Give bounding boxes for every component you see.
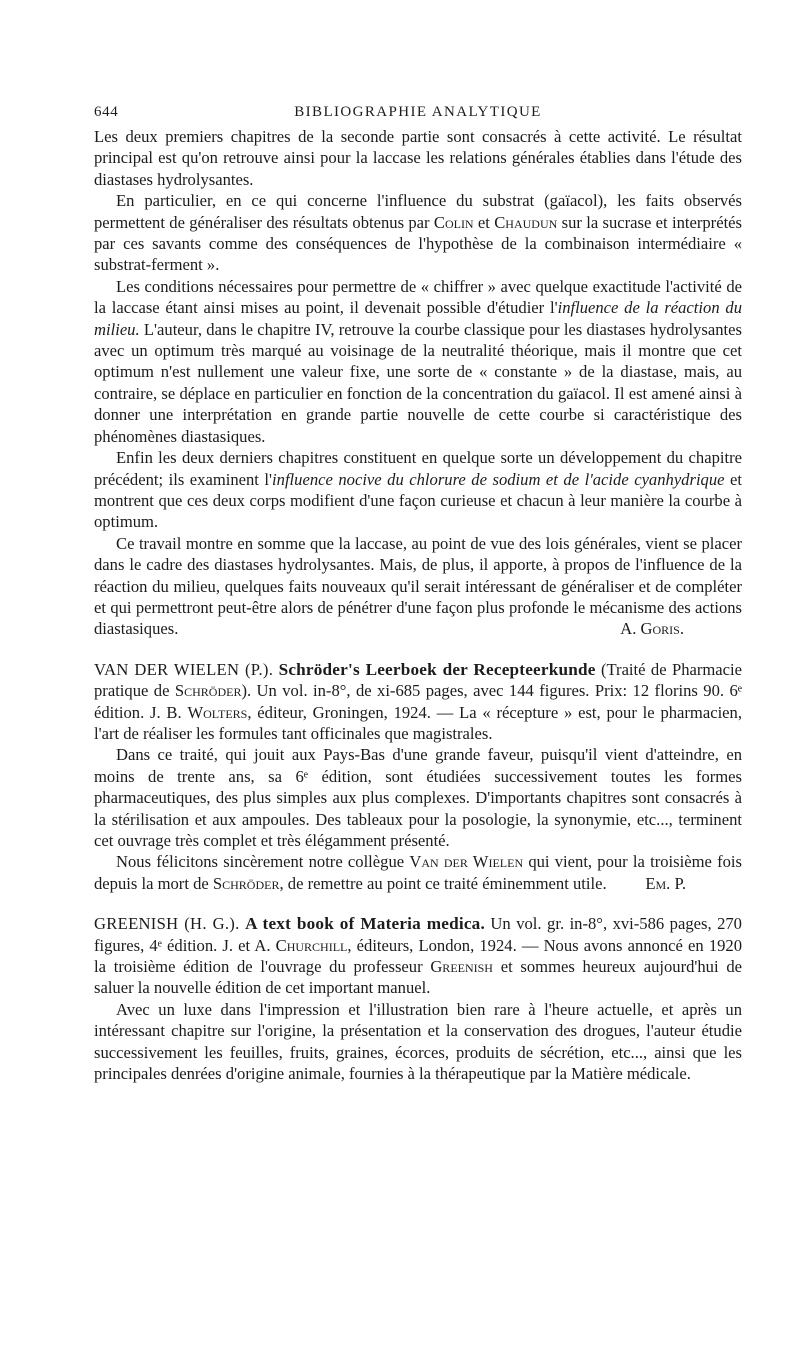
emphasis: influence nocive du chlorure de sodium et de l'acide cyanhydrique (272, 469, 725, 489)
page-number: 644 (94, 104, 119, 120)
bibliographic-entry: VAN DER WIELEN (P.). Schröder's Leerboek der Recepteerkunde (Traité de Pharmacie pratique de Schröder). Un vol. in-8°, de xi-685 pages, avec 144 figures. Prix: 12 florins 90. 6ᵉ édition. J. B. Wolters, éditeur, Groningen, 1924. — La « récepture » est, pour le pharmacien, l'art de réaliser les formules tant officinales que magistrales. (94, 659, 743, 743)
emphasis: influence de la réaction du milieu. (94, 298, 742, 339)
paragraph: Ce travail montre en somme que la laccase, au point de vue des lois générales, vient se placer dans le cadre des diastases hydrolysantes. Mais, de plus, il apporte, à propos de l'influence de la réaction du milieu, quelques faits nouveaux qu'il serait intéressant de généraliser et de compléter et qui permettront peut-être alors de pénétrer d'une façon plus profonde le mécanisme des actions diastasiques. A. Goris. (94, 533, 742, 639)
paragraph: Les conditions nécessaires pour permettre de « chiffrer » avec quelque exactitude l'activité de la laccase étant ainsi mises au point, il devenait possible d'étudier l'influence de la réaction du milieu. L'auteur, dans le chapitre IV, retrouve la courbe classique pour les diastases hydrolysantes avec un optimum très marqué au voisinage de la neutralité théorique, mais il montre que cet optimum n'est nullement une valeur fixe, une sorte de « constante » de la diastase, mais, au contraire, se déplace en particulier en fonction de la concentration du gaïacol. Il est amené ainsi à donner une interprétation en grande partie nouvelle de cette courbe si caractéristique des phénomènes diastasiques. (94, 276, 742, 446)
book-author: GREENISH (H. G.). (94, 914, 240, 934)
review-goris (94, 126, 742, 640)
review-greenish (94, 913, 742, 1084)
bibliographic-entry: GREENISH (H. G.). A text book of Materia medica. Un vol. gr. in-8°, xvi-586 pages, 270 figures, 4ᵉ édition. J. et A. Churchill, éditeurs, London, 1924. — Nous avons annoncé en 1920 la troisième édition de l'ouvrage du professeur Greenish et sommes heureux aujourd'hui de saluer la nouvelle édition de cet important manuel. (94, 914, 743, 998)
page (94, 104, 742, 1084)
paragraph: En particulier, en ce qui concerne l'influence du substrat (gaïacol), les faits observés permettent de généraliser des résultats obtenus par Colin et Chaudun sur la sucrase et interprétés par ces savants comme des conséquences de l'hypothèse de la combinaison intermédiaire « substrat-ferment ». (94, 191, 743, 275)
book-title: A text book of Materia medica. (245, 914, 485, 934)
running-title: BIBLIOGRAPHIE ANALYTIQUE (294, 104, 542, 120)
author-name: Colin (433, 212, 474, 232)
paragraph: Dans ce traité, qui jouit aux Pays-Bas d'une grande faveur, puisqu'il vient d'atteindre, en moins de trente ans, sa 6ᵉ édition, sont étudiées successivement toutes les formes pharmaceutiques, des plus simples aux plus complexes. D'importants chapitres sont consacrés à la stérilisation et aux ampoules. Des tableaux pour la posologie, la synonymie, etc..., terminent cet ouvrage très complet et très élégamment présenté. (94, 745, 742, 850)
review-van-der-wielen (94, 659, 742, 894)
paragraph: Enfin les deux derniers chapitres constituent en quelque sorte un développement du chapitre précédent; ils examinent l'influence nocive du chlorure de sodium et de l'acide cyanhydrique et montrent que ces deux corps modifient d'une façon curieuse et chacun à leur manière la courbe à optimum. (94, 448, 743, 532)
reviewer-signature: A. Goris. (620, 619, 684, 639)
running-header (94, 104, 742, 126)
book-title: Schröder's Leerboek der Recepteerkunde (278, 659, 596, 679)
reviewer-signature: Em. P. (645, 873, 686, 893)
book-author: VAN DER WIELEN (P.). (94, 659, 274, 679)
paragraph: Les deux premiers chapitres de la seconde partie sont consacrés à cette activité. Le résultat principal est qu'on retrouve ainsi pour la laccase les relations générales établies dans l'étude des diastases hydrolysantes. (94, 127, 742, 189)
paragraph: Avec un luxe dans l'impression et l'illustration bien rare à l'heure actuelle, et après un intéressant chapitre sur l'origine, la présentation et la conservation des drogues, l'auteur étudie successivement les feuilles, fruits, graines, écorces, produits de sécrétion, etc..., ainsi que les principales denrées d'origine animale, fournies à la thérapeutique par la Matière médicale. (94, 999, 742, 1084)
paragraph: Nous félicitons sincèrement notre collègue Van der Wielen qui vient, pour la troisième fois depuis la mort de Schröder, de remettre au point ce traité éminemment utile. Em. P. (94, 852, 742, 893)
author-name: Chaudun (494, 212, 558, 232)
